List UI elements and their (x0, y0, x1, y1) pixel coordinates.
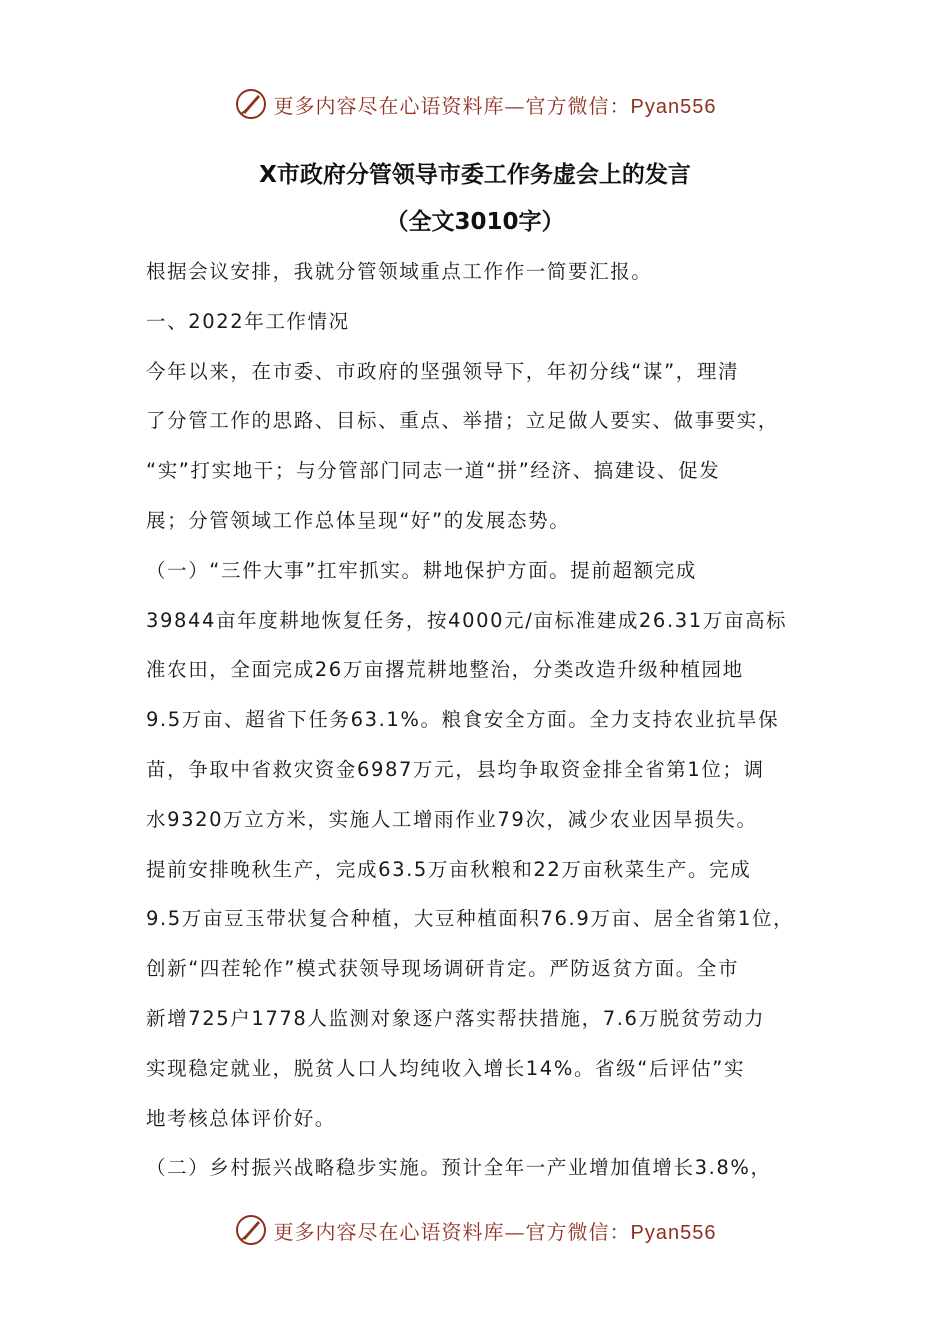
body-line: “实”打实地干；与分管部门同志一道“拼”经济、搞建设、促发 (146, 459, 721, 483)
body-line: 39844亩年度耕地恢复任务，按4000元/亩标准建成26.31万亩高标 (146, 608, 788, 632)
body-line: 根据会议安排，我就分管领域重点工作作一简要汇报。 (146, 260, 653, 283)
body-line: 苗，争取中省救灾资金6987万元，县均争取资金排全省第1位；调 (146, 757, 765, 781)
body-line: 提前安排晚秋生产，完成63.5万亩秋粮和22万亩秋菜生产。完成 (146, 857, 752, 881)
quill-pen-logo-icon (234, 1213, 268, 1247)
body-line: 地考核总体评价好。 (146, 1106, 336, 1130)
document-body (146, 247, 808, 1193)
body-line: 了分管工作的思路、目标、重点、举措；立足做人要实、做事要实， (146, 409, 780, 433)
body-line: 水9320万立方米，实施人工增雨作业79次，减少农业因旱损失。 (146, 807, 758, 831)
watermark-banner-top (0, 80, 950, 128)
subsection-line: （二）乡村振兴战略稳步实施。预计全年一产业增加值增长3.8%， (146, 1156, 772, 1180)
body-line: 创新“四茬轮作”模式获领导现场调研肯定。严防返贫方面。全市 (146, 957, 740, 981)
watermark-text: 更多内容尽在心语资料库—官方微信：Pyan556 (273, 1219, 717, 1244)
wechat-id: Pyan556 (630, 1221, 717, 1244)
document-title: X市政府分管领导市委工作务虚会上的发言 (259, 162, 691, 188)
body-line: 9.5万亩豆玉带状复合种植，大豆种植面积76.9万亩、居全省第1位， (146, 907, 795, 931)
body-line: 展；分管领域工作总体呈现“好”的发展态势。 (146, 508, 571, 532)
wechat-id: Pyan556 (630, 95, 717, 118)
body-line: 9.5万亩、超省下任务63.1%。粮食安全方面。全力支持农业抗旱保 (146, 708, 780, 732)
watermark-banner-bottom (0, 1206, 950, 1254)
body-line: 实现稳定就业，脱贫人口人均纯收入增长14%。省级“后评估”实 (146, 1056, 746, 1080)
body-line: 新增725户1778人监测对象逐户落实帮扶措施，7.6万脱贫劳动力 (146, 1006, 766, 1030)
body-line: 今年以来，在市委、市政府的坚强领导下，年初分线“谋”，理清 (146, 359, 740, 383)
body-line: 准农田，全面完成26万亩撂荒耕地整治，分类改造升级种植园地 (146, 658, 744, 682)
watermark-text: 更多内容尽在心语资料库—官方微信：Pyan556 (273, 93, 717, 118)
document-subtitle: （全文3010字） (385, 209, 565, 235)
subsection-line: （一）“三件大事”扛牢抓实。耕地保护方面。提前超额完成 (146, 558, 697, 582)
section-heading: 一、2022年工作情况 (146, 309, 350, 333)
quill-pen-logo-icon (234, 87, 268, 121)
